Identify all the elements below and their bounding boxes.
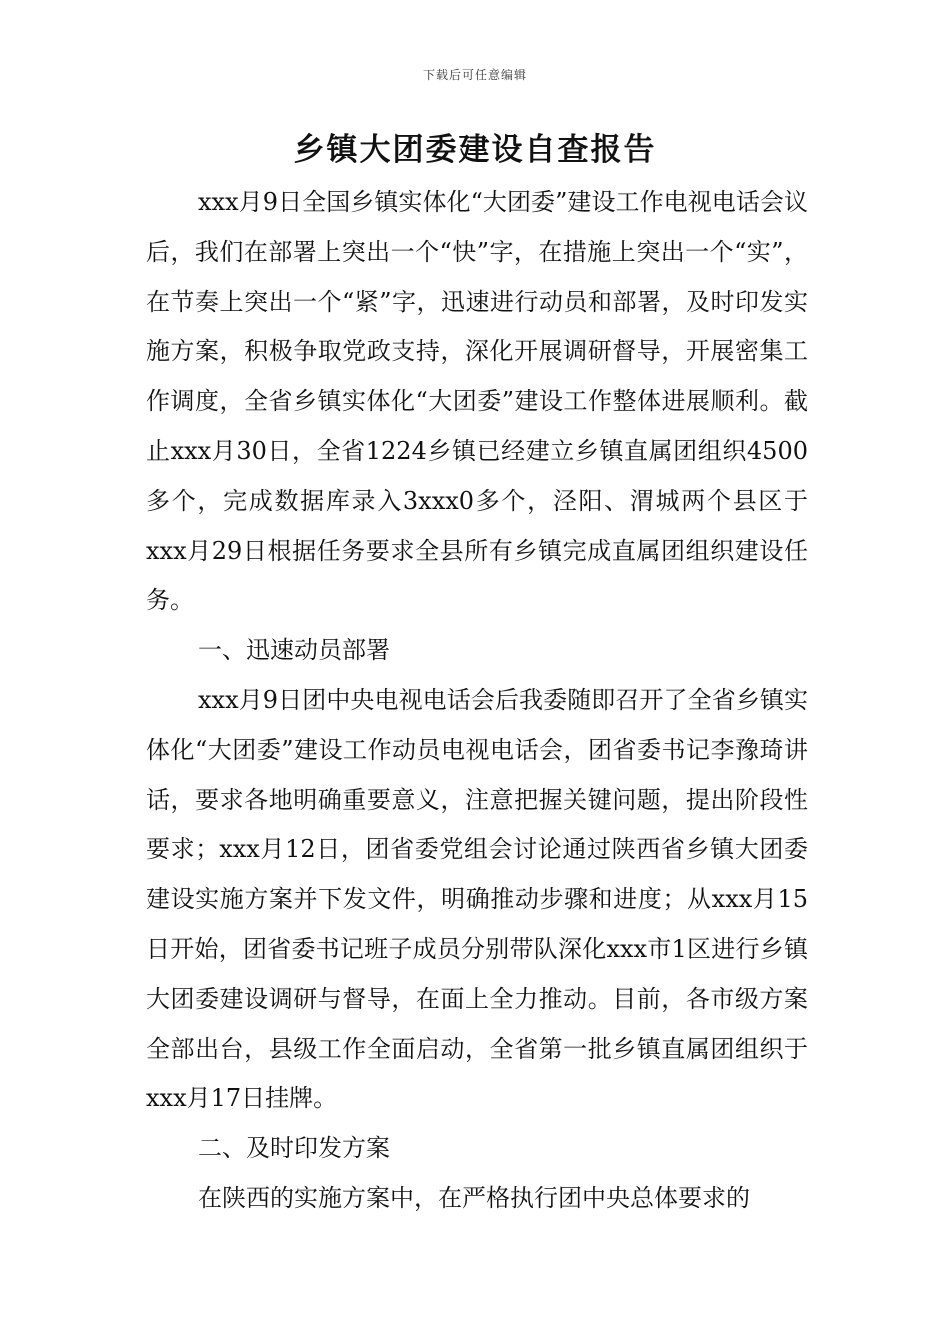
header-note: 下载后可任意编辑 [422,68,527,82]
section-heading-1: 一、迅速动员部署 [198,636,390,665]
document-body [146,178,808,1224]
section-heading-2: 二、及时印发方案 [198,1134,390,1163]
paragraph-section-2: 在陕西的实施方案中，在严格执行团中央总体要求的 [198,1183,750,1212]
document-title: 乡镇大团委建设自查报告 [293,132,657,168]
paragraph-section-1: xxx月9日团中央电视电话会后我委随即召开了全省乡镇实体化“大团委”建设工作动员电视电话会，团省委书记李豫琦讲话，要求各地明确重要意义，注意把握关键问题，提出阶段性要求；xxx月12日，团省委党组会讨论通过陕西省乡镇大团委建设实施方案并下发文件，明确推动步骤和进度；从xxx月15日开始，团省委书记班子成员分别带队深化xxx市1区进行乡镇大团委建设调研与督导，在面上全力推动。目前，各市级方案全部出台，县级工作全面启动，全省第一批乡镇直属团组织于xxx月17日挂牌。 [146,685,808,1113]
paragraph-intro: xxx月9日全国乡镇实体化“大团委”建设工作电视电话会议后，我们在部署上突出一个“快”字，在措施上突出一个“实”，在节奏上突出一个“紧”字，迅速进行动员和部署，及时印发实施方案，积极争取党政支持，深化开展调研督导，开展密集工作调度，全省乡镇实体化“大团委”建设工作整体进展顺利。截止xxx月30日，全省1224乡镇已经建立乡镇直属团组织4500多个，完成数据库录入3xxx0多个，泾阳、渭城两个县区于xxx月29日根据任务要求全县所有乡镇完成直属团组织建设任务。 [146,188,808,615]
